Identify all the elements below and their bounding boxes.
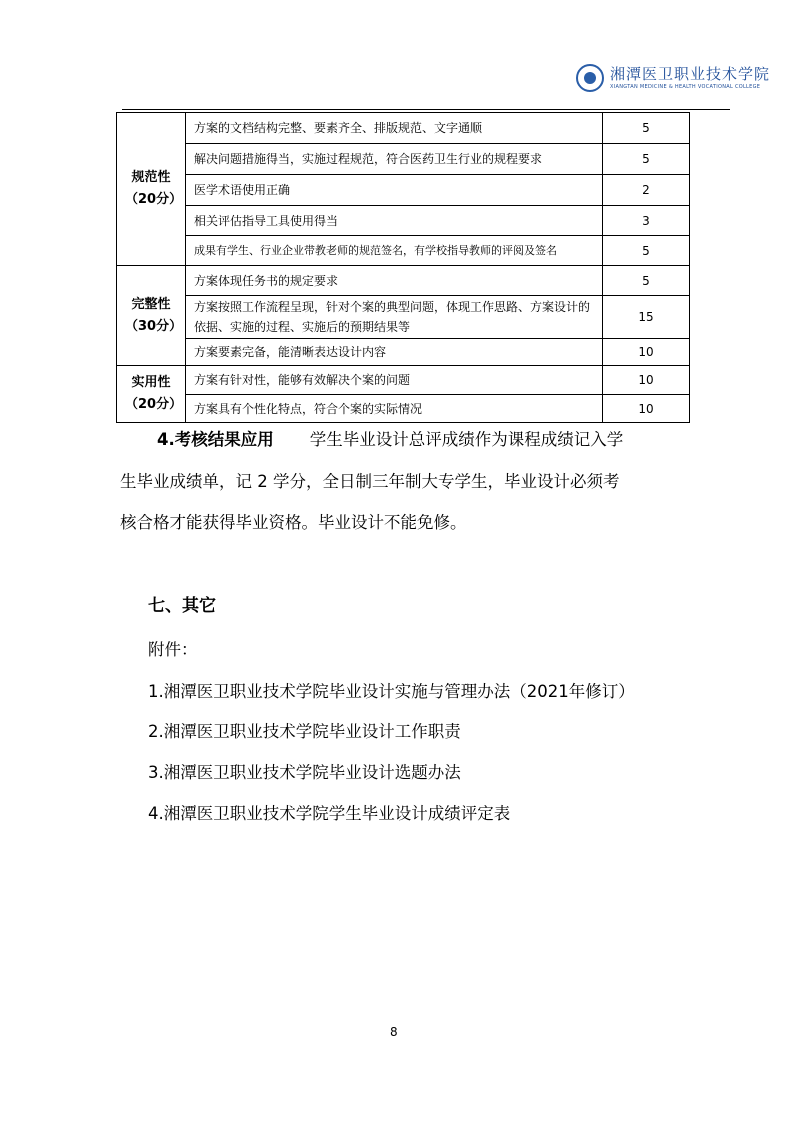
criterion-text: 医学术语使用正确 <box>186 175 603 206</box>
section4-paragraph-line2: 生毕业成绩单，记 2 学分，全日制三年制大专学生，毕业设计必须考 <box>120 472 620 491</box>
criterion-text: 方案按照工作流程呈现，针对个案的典型问题，体现工作思路、方案设计的依据、实施的过程、实施后的预期结果等 <box>186 296 603 339</box>
category-name: 规范性 <box>131 170 171 185</box>
header-rule <box>122 109 730 110</box>
category-points: （30分） <box>125 318 183 334</box>
school-name-en: XIANGTAN MEDICINE & HEALTH VOCATIONAL COLLEGE <box>610 84 761 90</box>
table-row <box>117 339 690 366</box>
attachment-item: 3.湘潭医卫职业技术学院毕业设计选题办法 <box>148 763 461 782</box>
criterion-score: 5 <box>603 236 690 266</box>
criterion-text: 方案要素完备，能清晰表达设计内容 <box>186 339 603 366</box>
table-row <box>117 175 690 206</box>
section4-paragraph-line3: 核合格才能获得毕业资格。毕业设计不能免修。 <box>120 513 467 532</box>
criterion-text: 方案的文档结构完整、要素齐全、排版规范、文字通顺 <box>186 113 603 144</box>
criterion-score: 5 <box>603 113 690 144</box>
category-name: 完整性 <box>131 296 171 312</box>
criterion-text: 方案体现任务书的规定要求 <box>186 266 603 296</box>
criterion-score: 2 <box>603 175 690 206</box>
category-points: （20分） <box>125 192 183 207</box>
section7-heading: 七、其它 <box>148 596 216 616</box>
college-logo <box>576 64 604 92</box>
category-cell <box>117 266 186 366</box>
criterion-score: 10 <box>603 339 690 366</box>
school-name-cn: 湘潭医卫职业技术学院 <box>610 65 771 83</box>
category-name: 实用性 <box>131 375 171 390</box>
table-row <box>117 395 690 423</box>
table-row <box>117 113 690 144</box>
criterion-score: 5 <box>603 266 690 296</box>
criterion-text: 解决问题措施得当，实施过程规范，符合医药卫生行业的规程要求 <box>186 144 603 175</box>
table-row <box>117 366 690 395</box>
criterion-score: 15 <box>603 296 690 339</box>
criterion-text: 成果有学生、行业企业带教老师的规范签名，有学校指导教师的评阅及签名 <box>186 236 603 266</box>
table-row <box>117 236 690 266</box>
table-row <box>117 206 690 236</box>
criterion-score: 10 <box>603 366 690 395</box>
criterion-text: 方案具有个性化特点，符合个案的实际情况 <box>186 395 603 423</box>
attachment-item: 4.湘潭医卫职业技术学院学生毕业设计成绩评定表 <box>148 804 511 823</box>
criterion-text: 方案有针对性，能够有效解决个案的问题 <box>186 366 603 395</box>
criterion-score: 3 <box>603 206 690 236</box>
criterion-score: 10 <box>603 395 690 423</box>
attachment-item: 1.湘潭医卫职业技术学院毕业设计实施与管理办法（2021年修订） <box>148 682 635 701</box>
page-number: 8 <box>390 1025 398 1039</box>
category-cell <box>117 366 186 423</box>
rubric-table <box>116 112 690 423</box>
table-row <box>117 266 690 296</box>
attachments-label: 附件： <box>148 640 198 659</box>
category-points: （20分） <box>125 397 183 412</box>
category-cell <box>117 113 186 266</box>
table-row <box>117 144 690 175</box>
table-row <box>117 296 690 339</box>
section4-text: 学生毕业设计总评成绩作为课程成绩记入学 <box>309 430 624 449</box>
attachment-item: 2.湘潭医卫职业技术学院毕业设计工作职责 <box>148 722 461 741</box>
section4-heading: 4.考核结果应用 <box>157 430 274 449</box>
criterion-text: 相关评估指导工具使用得当 <box>186 206 603 236</box>
section4-paragraph-line1 <box>157 425 623 455</box>
criterion-score: 5 <box>603 144 690 175</box>
